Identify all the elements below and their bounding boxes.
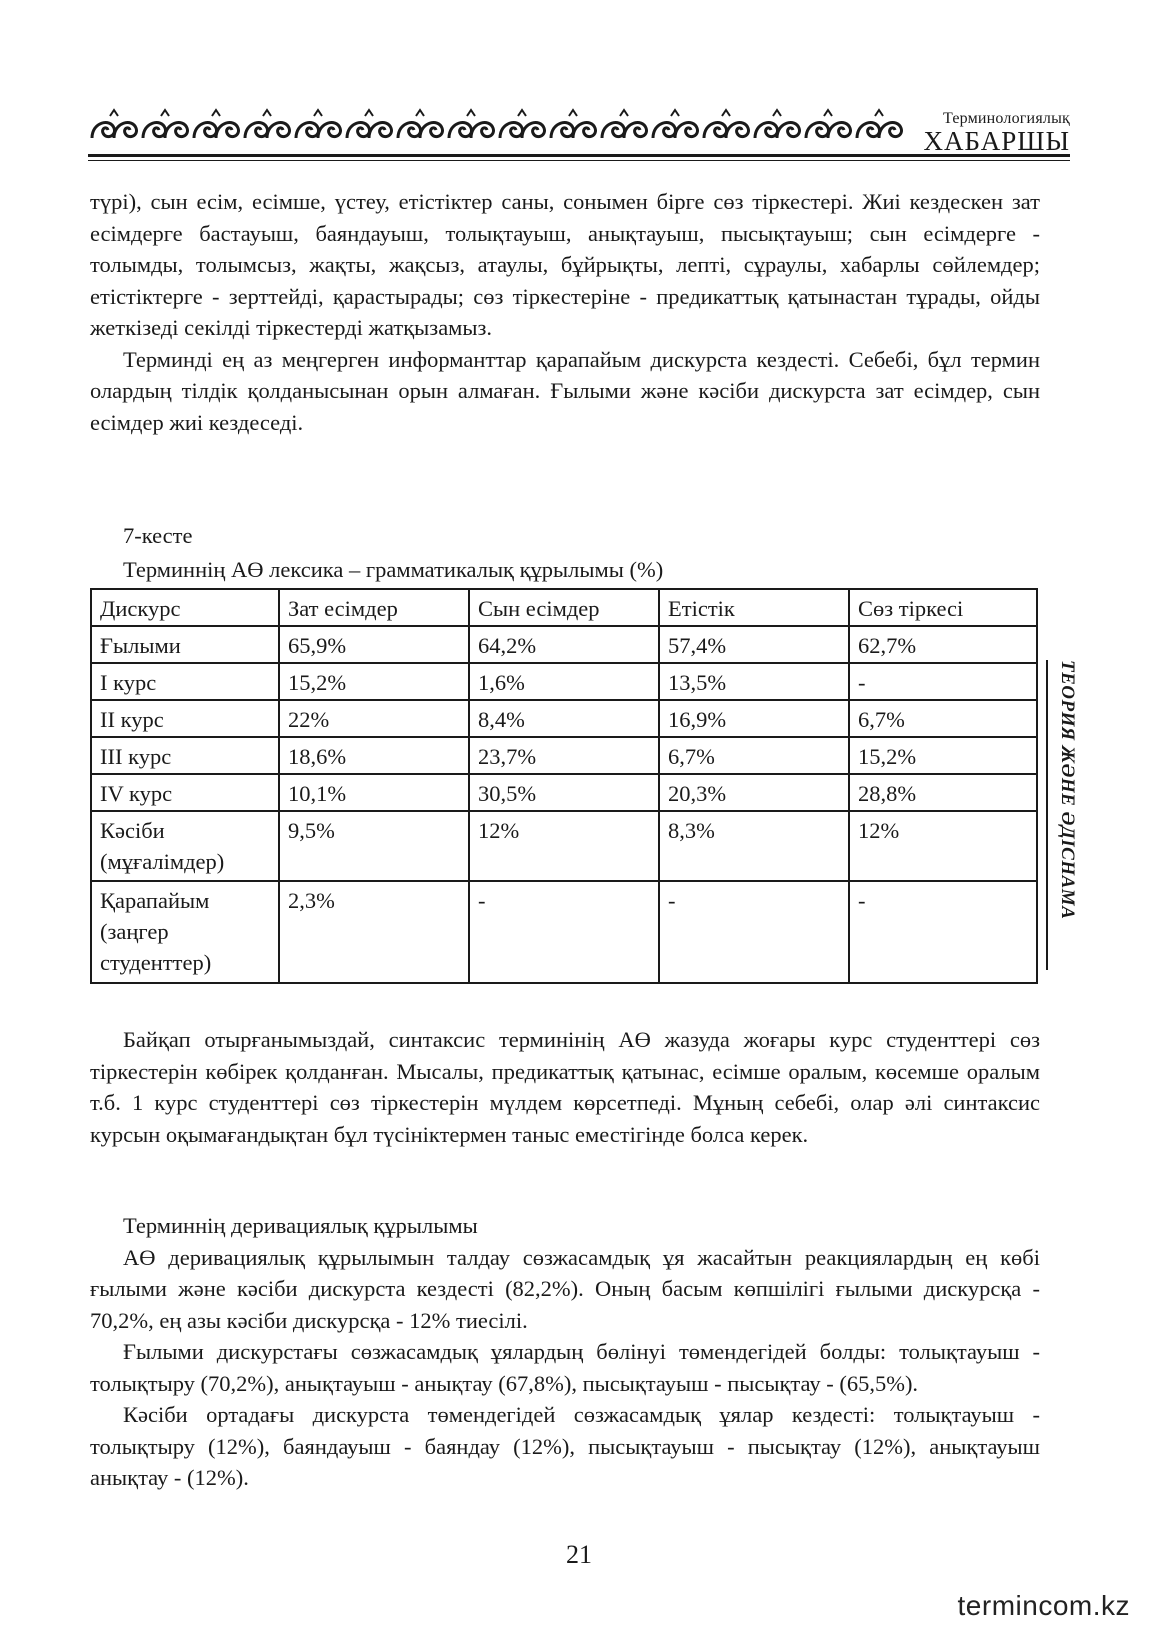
- table-cell: 12%: [849, 811, 1037, 881]
- paragraph: Кәсіби ортадағы дискурста төмендегідей сөзжасамдық ұялар кездесті: толықтауыш - толықтыру (12%), баяндауыш - баяндау (12%), пысықтауыш - пысықтау (12%), анықтауыш анықтау - (12%).: [90, 1402, 1040, 1490]
- table-row: [91, 737, 1037, 774]
- table-cell: 12%: [469, 811, 659, 881]
- table-header-row: [91, 589, 1037, 626]
- table-header-cell: Етістік: [659, 589, 849, 626]
- table-title: Терминнің АӨ лексика – грамматикалық құрылымы (%): [123, 557, 664, 582]
- body-text-middle: [90, 1024, 1040, 1150]
- table-cell: 1,6%: [469, 663, 659, 700]
- body-text-bottom: [90, 1210, 1040, 1494]
- paragraph: Терминді ең аз меңгерген информанттар қарапайым дискурста кездесті. Себебі, бұл термин олардың тілдік қолданысынан орын алмаған. Ғылыми және кәсіби дискурста зат есімдер, сын есімдер жиі кездеседі.: [90, 346, 1040, 435]
- table-row: [91, 774, 1037, 811]
- table-row: [91, 626, 1037, 663]
- table-cell: 8,3%: [659, 811, 849, 881]
- table-cell: III курс: [91, 737, 279, 774]
- table-cell: Кәсіби (мұғалімдер): [91, 811, 279, 881]
- side-label-text: ТЕОРИЯ ЖӘНЕ ӘДІСНАМА: [1057, 660, 1078, 920]
- data-table: [90, 588, 1038, 984]
- table-row: [91, 881, 1037, 983]
- table-cell: 30,5%: [469, 774, 659, 811]
- table-cell: I курс: [91, 663, 279, 700]
- body-text-top: [90, 186, 1040, 438]
- table-cell: 13,5%: [659, 663, 849, 700]
- table-cell: 10,1%: [279, 774, 469, 811]
- table-row: [91, 663, 1037, 700]
- table-header-cell: Дискурс: [91, 589, 279, 626]
- section-side-label: [1046, 660, 1082, 970]
- table-cell: -: [849, 663, 1037, 700]
- table-cell: 15,2%: [849, 737, 1037, 774]
- table-cell: -: [469, 881, 659, 983]
- table-cell: 22%: [279, 700, 469, 737]
- table-cell: 18,6%: [279, 737, 469, 774]
- table-cell: Ғылыми: [91, 626, 279, 663]
- table-cell: Қарапайым (заңгер студенттер): [91, 881, 279, 983]
- table-header-cell: Сөз тіркесі: [849, 589, 1037, 626]
- table-header-cell: Зат есімдер: [279, 589, 469, 626]
- table-cell: 57,4%: [659, 626, 849, 663]
- table-cell: -: [659, 881, 849, 983]
- table-header-cell: Сын есімдер: [469, 589, 659, 626]
- journal-subtitle: Терминологиялық: [942, 110, 1070, 127]
- ornament-border-icon: [88, 108, 908, 148]
- table-row: [91, 811, 1037, 881]
- header-rule-thin: [88, 160, 1070, 161]
- site-watermark: termincom.kz: [957, 1590, 1130, 1621]
- paragraph: Ғылыми дискурстағы сөзжасамдық ұялардың бөлінуі төмендегідей болды: толықтауыш - толықтыру (70,2%), анықтауыш - анықтау (67,8%), пысықтауыш - пысықтау - (65,5%).: [90, 1339, 1040, 1396]
- table-cell: 6,7%: [849, 700, 1037, 737]
- table-cell: 2,3%: [279, 881, 469, 983]
- table-cell: II курс: [91, 700, 279, 737]
- table-cell: -: [849, 881, 1037, 983]
- page-number: 21: [566, 1540, 592, 1569]
- table-cell: 64,2%: [469, 626, 659, 663]
- table-cell: IV курс: [91, 774, 279, 811]
- paragraph: Байқап отырғанымыздай, синтаксис терминінің АӨ жазуда жоғары курс студенттері сөз тіркестерін көбірек қолданған. Мысалы, предикаттық қатынас, есімше оралым, көсемше оралым т.б. 1 курс студенттері сөз тіркестерін мүлдем көрсетпеді. Мұның себебі, олар әлі синтаксис курсын оқымағандықтан бұл түсініктермен таныс еместігінде болса керек.: [90, 1027, 1040, 1147]
- header-rule: [88, 154, 1070, 157]
- table-cell: 9,5%: [279, 811, 469, 881]
- table-cell: 65,9%: [279, 626, 469, 663]
- table-cell: 6,7%: [659, 737, 849, 774]
- table-cell: 16,9%: [659, 700, 849, 737]
- table-row: [91, 700, 1037, 737]
- table-cell: 15,2%: [279, 663, 469, 700]
- section-heading: Терминнің деривациялық құрылымы: [123, 1213, 478, 1238]
- journal-title: ХАБАРШЫ: [923, 126, 1070, 156]
- table-cell: 28,8%: [849, 774, 1037, 811]
- table-cell: 20,3%: [659, 774, 849, 811]
- table-cell: 62,7%: [849, 626, 1037, 663]
- page-header: [88, 104, 1070, 164]
- paragraph: түрі), сын есім, есімше, үстеу, етістіктер саны, сонымен бірге сөз тіркестері. Жиі кездескен зат есімдерге бастауыш, баяндауыш, толықтауыш, анықтауыш, пысықтауыш; сын есімдерге - толымды, толымсыз, жақты, жақсыз, атаулы, бұйрықты, лепті, сұраулы, хабарлы сөйлемдер; етістіктерге - зерттейді, қарастырады; сөз тіркестеріне - предикаттық қатынастан тұрады, ойды жеткізеді секілді тіркестерді жатқызамыз.: [90, 189, 1040, 340]
- table-cell: 8,4%: [469, 700, 659, 737]
- paragraph: АӨ деривациялық құрылымын талдау сөзжасамдық ұя жасайтын реакциялардың ең көбі ғылыми және кәсіби дискурста кездесті (82,2%). Оның басым көпшілігі ғылыми дискурсқа - 70,2%, ең азы кәсіби дискурсқа - 12% тиесілі.: [90, 1244, 1040, 1333]
- table-number: 7-кесте: [123, 523, 193, 548]
- table-cell: 23,7%: [469, 737, 659, 774]
